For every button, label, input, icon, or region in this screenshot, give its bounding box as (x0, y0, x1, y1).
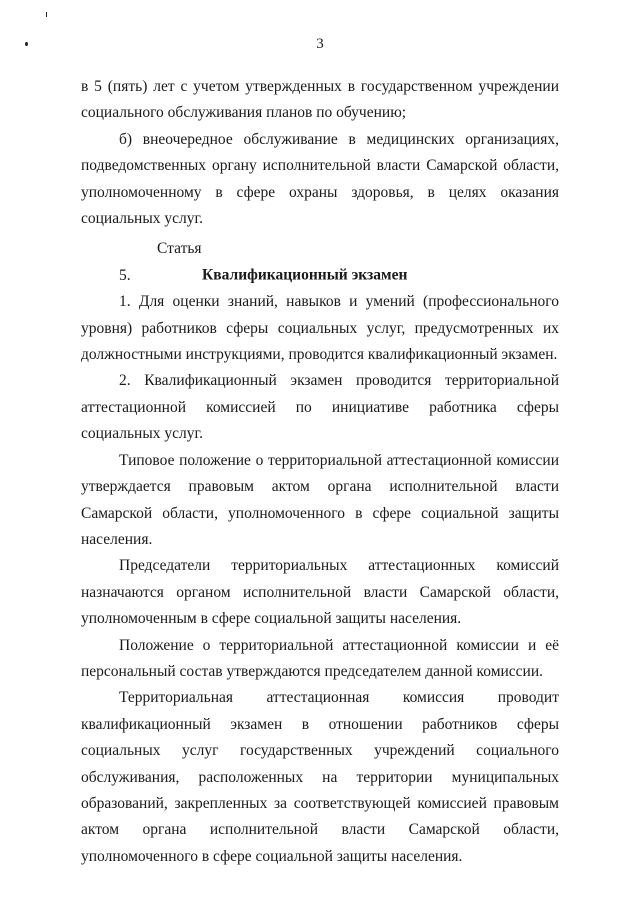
article-number: Статья 5. (119, 240, 202, 284)
page-number: 3 (316, 36, 324, 52)
paragraph: в 5 (пять) лет с учетом утвержденных в государственном учреждении социального обслуживания планов по обучению; (81, 78, 559, 122)
paragraph: б) внеочередное обслуживание в медицинских организациях, подведомственных органу исполнительной власти Самарской области, уполномоченному в сфере охраны здоровья, в целях оказания социальных услуг. (81, 130, 559, 228)
paragraph: 1. Для оценки знаний, навыков и умений (профессионального уровня) работников сферы социальных услуг, предусмотренных их должностными инструкциями, проводится квалификационный экзамен. (81, 293, 559, 364)
article-heading (81, 236, 559, 289)
paragraph: 2. Квалификационный экзамен проводится территориальной аттестационной комиссией по инициативе работника сферы социальных услуг. (81, 372, 559, 443)
article-title: Квалификационный экзамен (202, 266, 408, 284)
paragraph: Положение о территориальной аттестационной комиссии и её персональный состав утверждаются председателем данной комиссии. (81, 636, 559, 680)
scan-speck (46, 12, 47, 17)
paragraph: Территориальная аттестационная комиссия проводит квалификационный экзамен в отношении работников сферы социальных услуг государственных учреждений социального обслуживания, расположенных на территории муниципальных образований, закрепленных за соответствующей комиссией правовым актом органа исполнительной власти Самарской области, уполномоченного в сфере социальной защиты населения. (81, 689, 559, 865)
paragraph: Типовое положение о территориальной аттестационной комиссии утверждается правовым актом органа исполнительной власти Самарской области, уполномоченного в сфере социальной защиты населения. (81, 451, 559, 548)
paragraph: Председатели территориальных аттестационных комиссий назначаются органом исполнительной власти Самарской области, уполномоченным в сфере социальной защиты населения. (81, 557, 559, 628)
document-body (81, 74, 559, 870)
